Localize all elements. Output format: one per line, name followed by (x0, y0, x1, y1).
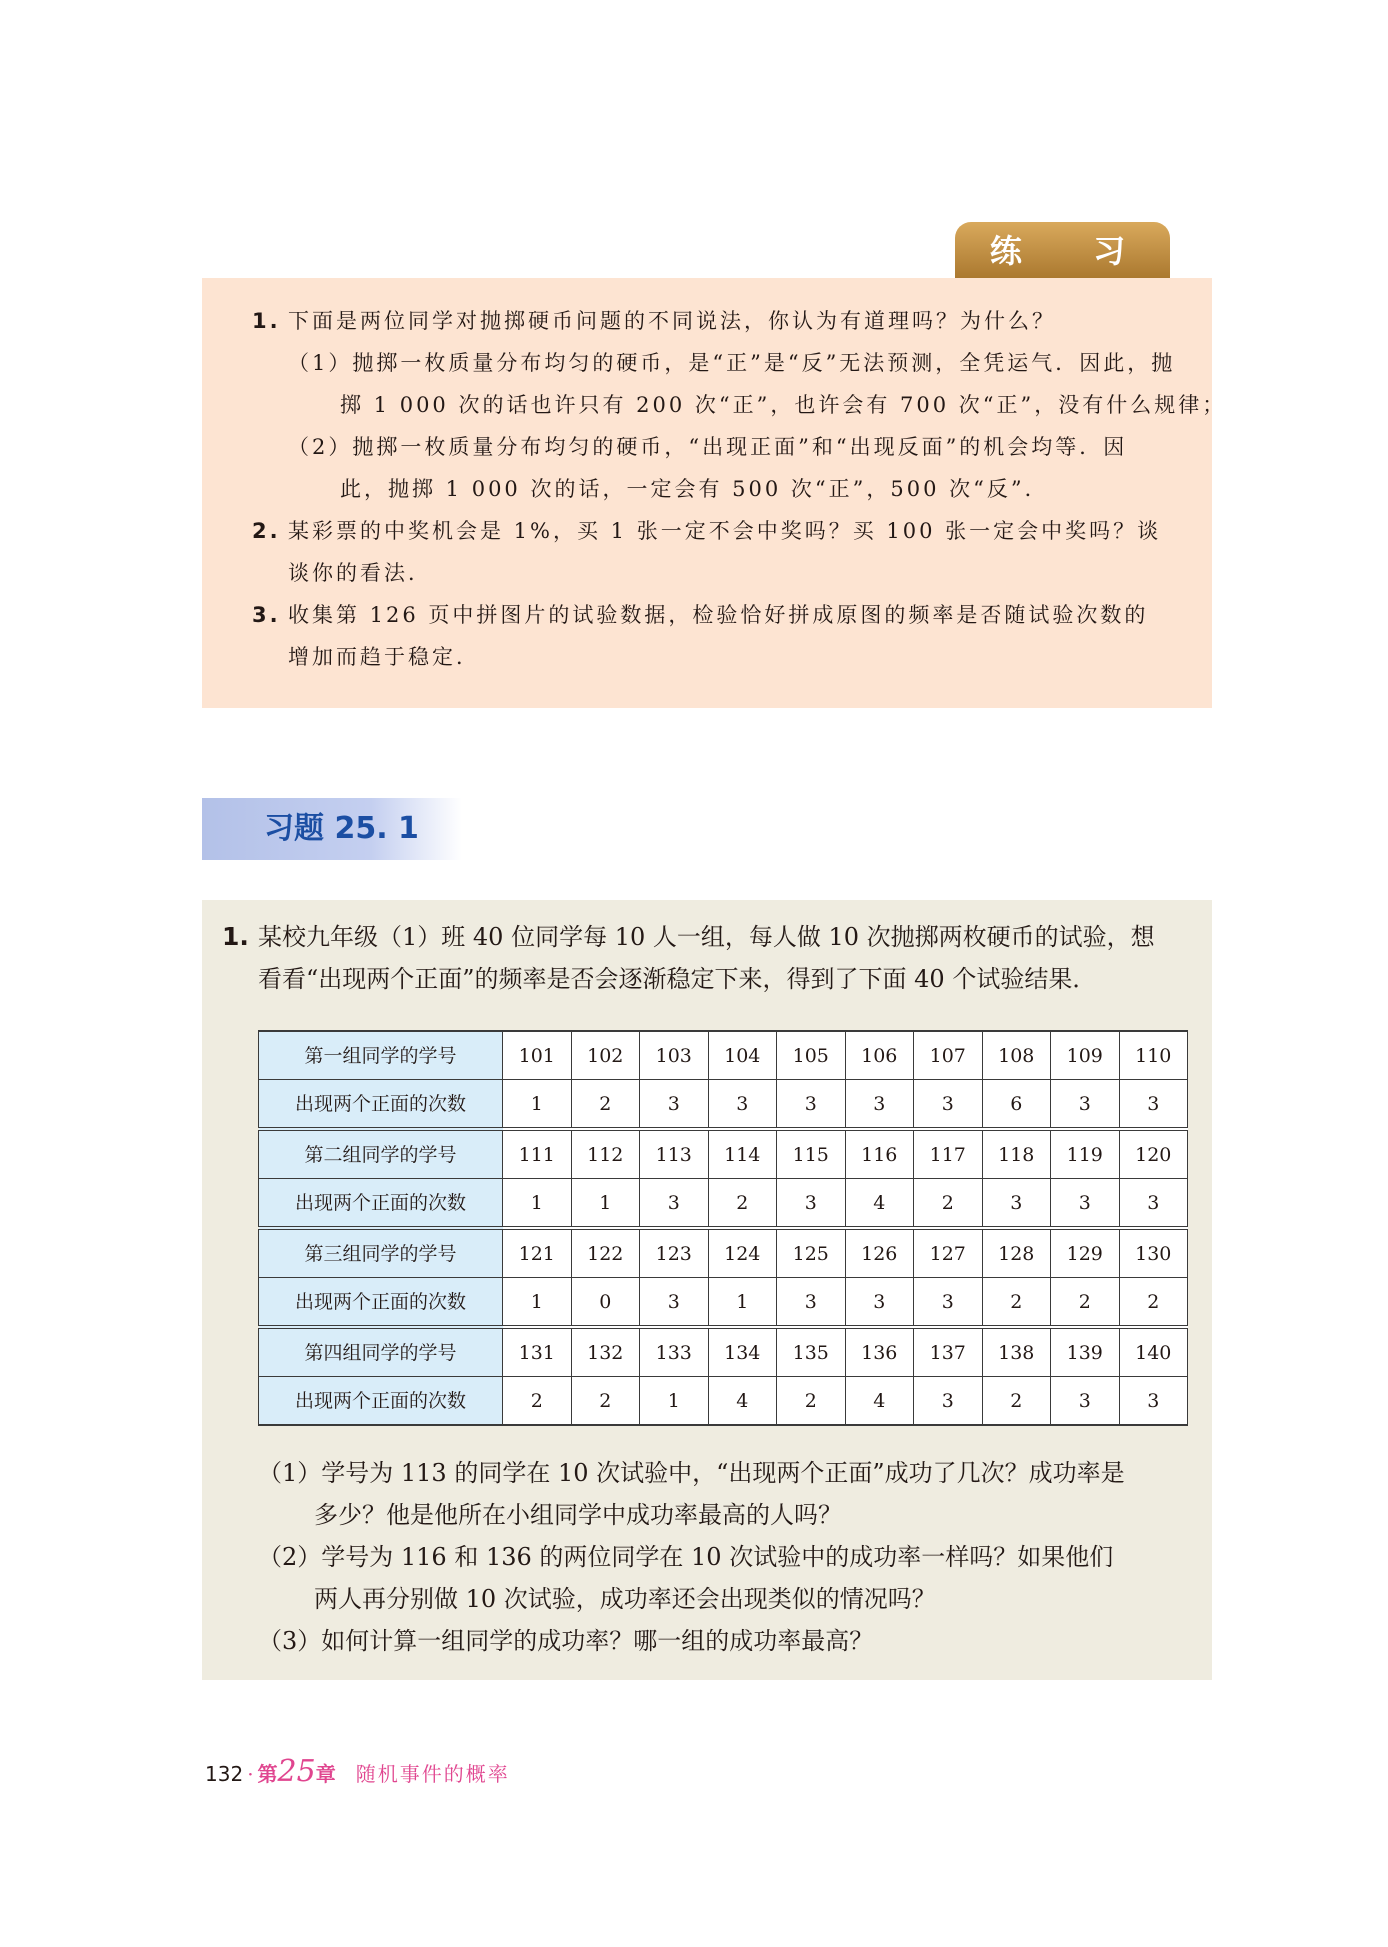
table-cell: 3 (640, 1080, 709, 1130)
chapter-suffix: 章 (315, 1762, 336, 1786)
sub-text: （2）抛掷一枚质量分布均匀的硬币，“出现正面”和“出现反面”的机会均等．因 (288, 435, 1128, 459)
practice-box (202, 278, 1227, 708)
table-cell: 124 (708, 1228, 777, 1278)
table-cell: 1 (503, 1278, 572, 1328)
table-cell: 135 (777, 1327, 846, 1377)
table-cell: 111 (503, 1129, 572, 1179)
table-cell: 134 (708, 1327, 777, 1377)
item-text: 收集第 126 页中拼图片的试验数据，检验恰好拼成原图的频率是否随试验次数的 (288, 603, 1149, 627)
table-row (259, 1031, 1188, 1080)
table-cell: 3 (708, 1080, 777, 1130)
table-row (259, 1377, 1188, 1426)
sub-text-cont: 此，抛掷 1 000 次的话，一定会有 500 次“正”，500 次“反”． (340, 477, 1049, 501)
page-footer (205, 1752, 510, 1792)
table-cell: 3 (1119, 1179, 1188, 1229)
question-number: 1. (222, 922, 249, 951)
table-cell: 3 (1119, 1080, 1188, 1130)
exercise-header: 习题 25. 1 (202, 798, 462, 860)
item-text-cont: 增加而趋于稳定． (288, 645, 480, 669)
table-cell: 120 (1119, 1129, 1188, 1179)
table-cell: 136 (845, 1327, 914, 1377)
table-cell: 113 (640, 1129, 709, 1179)
table-cell: 3 (1051, 1377, 1120, 1426)
table-cell: 125 (777, 1228, 846, 1278)
exercise-question-1 (222, 916, 1192, 1000)
table-cell: 3 (914, 1377, 983, 1426)
question-text-cont: 看看“出现两个正面”的频率是否会逐渐稳定下来，得到了下面 40 个试验结果． (258, 965, 1097, 993)
table-row (259, 1278, 1188, 1328)
table-cell: 123 (640, 1228, 709, 1278)
table-cell: 2 (571, 1377, 640, 1426)
table-cell: 1 (503, 1080, 572, 1130)
table-cell: 126 (845, 1228, 914, 1278)
table-row (259, 1228, 1188, 1278)
table-cell: 4 (708, 1377, 777, 1426)
table-cell: 2 (777, 1377, 846, 1426)
table-cell: 117 (914, 1129, 983, 1179)
table-cell: 2 (571, 1080, 640, 1130)
sub-question-text-cont: 两人再分别做 10 次试验，成功率还会出现类似的情况吗？ (314, 1585, 936, 1613)
item-number: 3. (252, 603, 281, 627)
practice-item-3 (252, 594, 1172, 678)
table-cell: 2 (503, 1377, 572, 1426)
practice-item-2 (252, 510, 1172, 594)
sub-question-text-cont: 多少？他是他所在小组同学中成功率最高的人吗？ (314, 1501, 842, 1529)
sub-question-1 (258, 1452, 1198, 1536)
table-cell: 103 (640, 1031, 709, 1080)
item-text: 某彩票的中奖机会是 1%，买 1 张一定不会中奖吗？买 100 张一定会中奖吗？谈 (288, 519, 1162, 543)
table-cell: 1 (708, 1278, 777, 1328)
practice-sub-1 (252, 342, 1227, 426)
table-cell: 3 (982, 1179, 1051, 1229)
table-cell: 3 (777, 1278, 846, 1328)
table-cell: 106 (845, 1031, 914, 1080)
table-cell: 137 (914, 1327, 983, 1377)
question-text: 某校九年级（1）班 40 位同学每 10 人一组，每人做 10 次抛掷两枚硬币的试验，想 (258, 923, 1155, 951)
sub-text-cont: 掷 1 000 次的话也许只有 200 次“正”，也许会有 700 次“正”，没有什么规律； (340, 393, 1227, 417)
table-cell: 129 (1051, 1228, 1120, 1278)
chapter-number: 25 (277, 1754, 316, 1789)
table-cell: 115 (777, 1129, 846, 1179)
practice-sub-2 (252, 426, 1172, 510)
table-cell: 104 (708, 1031, 777, 1080)
table-cell: 0 (571, 1278, 640, 1328)
table-cell: 3 (914, 1080, 983, 1130)
row-label: 出现两个正面的次数 (259, 1278, 503, 1328)
table-cell: 131 (503, 1327, 572, 1377)
table-cell: 109 (1051, 1031, 1120, 1080)
table-cell: 1 (503, 1179, 572, 1229)
row-label: 第二组同学的学号 (259, 1129, 503, 1179)
table-cell: 2 (982, 1377, 1051, 1426)
table-cell: 119 (1051, 1129, 1120, 1179)
sub-question-text: （2）学号为 116 和 136 的两位同学在 10 次试验中的成功率一样吗？如果他们 (258, 1543, 1114, 1571)
table-cell: 6 (982, 1080, 1051, 1130)
table-cell: 3 (1119, 1377, 1188, 1426)
table-cell: 3 (777, 1179, 846, 1229)
table-cell: 116 (845, 1129, 914, 1179)
table-cell: 1 (571, 1179, 640, 1229)
table-cell: 2 (1119, 1278, 1188, 1328)
table-cell: 102 (571, 1031, 640, 1080)
table-cell: 107 (914, 1031, 983, 1080)
table-row (259, 1129, 1188, 1179)
table-cell: 3 (1051, 1179, 1120, 1229)
separator-dot: · (247, 1762, 254, 1786)
table-cell: 3 (845, 1080, 914, 1130)
page-number: 132 (205, 1762, 244, 1786)
table-row (259, 1327, 1188, 1377)
item-number: 2. (252, 519, 281, 543)
row-label: 第三组同学的学号 (259, 1228, 503, 1278)
table-cell: 121 (503, 1228, 572, 1278)
row-label: 第四组同学的学号 (259, 1327, 503, 1377)
table-cell: 3 (1051, 1080, 1120, 1130)
table-cell: 101 (503, 1031, 572, 1080)
table-cell: 130 (1119, 1228, 1188, 1278)
table-cell: 2 (708, 1179, 777, 1229)
item-text-cont: 谈你的看法． (288, 561, 432, 585)
sub-question-text: （3）如何计算一组同学的成功率？哪一组的成功率最高？ (258, 1627, 874, 1655)
practice-tab: 练 习 (955, 222, 1170, 280)
table-row (259, 1080, 1188, 1130)
table-cell: 118 (982, 1129, 1051, 1179)
table-cell: 1 (640, 1377, 709, 1426)
table-cell: 112 (571, 1129, 640, 1179)
sub-question-3 (258, 1620, 1198, 1662)
table-cell: 2 (914, 1179, 983, 1229)
table-cell: 122 (571, 1228, 640, 1278)
table-row (259, 1179, 1188, 1229)
row-label: 出现两个正面的次数 (259, 1080, 503, 1130)
row-label: 第一组同学的学号 (259, 1031, 503, 1080)
table-cell: 4 (845, 1377, 914, 1426)
table-cell: 3 (914, 1278, 983, 1328)
chapter-prefix: 第 (257, 1762, 278, 1786)
results-table (258, 1030, 1188, 1426)
table-cell: 2 (982, 1278, 1051, 1328)
item-number: 1. (252, 309, 281, 333)
table-cell: 4 (845, 1179, 914, 1229)
table-cell: 3 (640, 1278, 709, 1328)
table-cell: 3 (845, 1278, 914, 1328)
table-cell: 3 (640, 1179, 709, 1229)
table-cell: 110 (1119, 1031, 1188, 1080)
item-text: 下面是两位同学对抛掷硬币问题的不同说法，你认为有道理吗？为什么？ (288, 309, 1056, 333)
table-cell: 138 (982, 1327, 1051, 1377)
sub-question-2 (258, 1536, 1198, 1620)
table-cell: 128 (982, 1228, 1051, 1278)
table-cell: 139 (1051, 1327, 1120, 1377)
sub-text: （1）抛掷一枚质量分布均匀的硬币，是“正”是“反”无法预测，全凭运气．因此，抛 (288, 351, 1176, 375)
sub-questions (258, 1452, 1198, 1662)
table-cell: 133 (640, 1327, 709, 1377)
exercise-box (202, 900, 1212, 1680)
sub-question-text: （1）学号为 113 的同学在 10 次试验中，“出现两个正面”成功了几次？成功率是 (258, 1459, 1125, 1487)
chapter-title: 随机事件的概率 (355, 1762, 510, 1786)
table-cell: 132 (571, 1327, 640, 1377)
table-cell: 140 (1119, 1327, 1188, 1377)
table-cell: 127 (914, 1228, 983, 1278)
practice-item-1 (252, 300, 1172, 342)
table-cell: 2 (1051, 1278, 1120, 1328)
row-label: 出现两个正面的次数 (259, 1377, 503, 1426)
row-label: 出现两个正面的次数 (259, 1179, 503, 1229)
table-cell: 108 (982, 1031, 1051, 1080)
table-cell: 105 (777, 1031, 846, 1080)
table-cell: 3 (777, 1080, 846, 1130)
table-cell: 114 (708, 1129, 777, 1179)
